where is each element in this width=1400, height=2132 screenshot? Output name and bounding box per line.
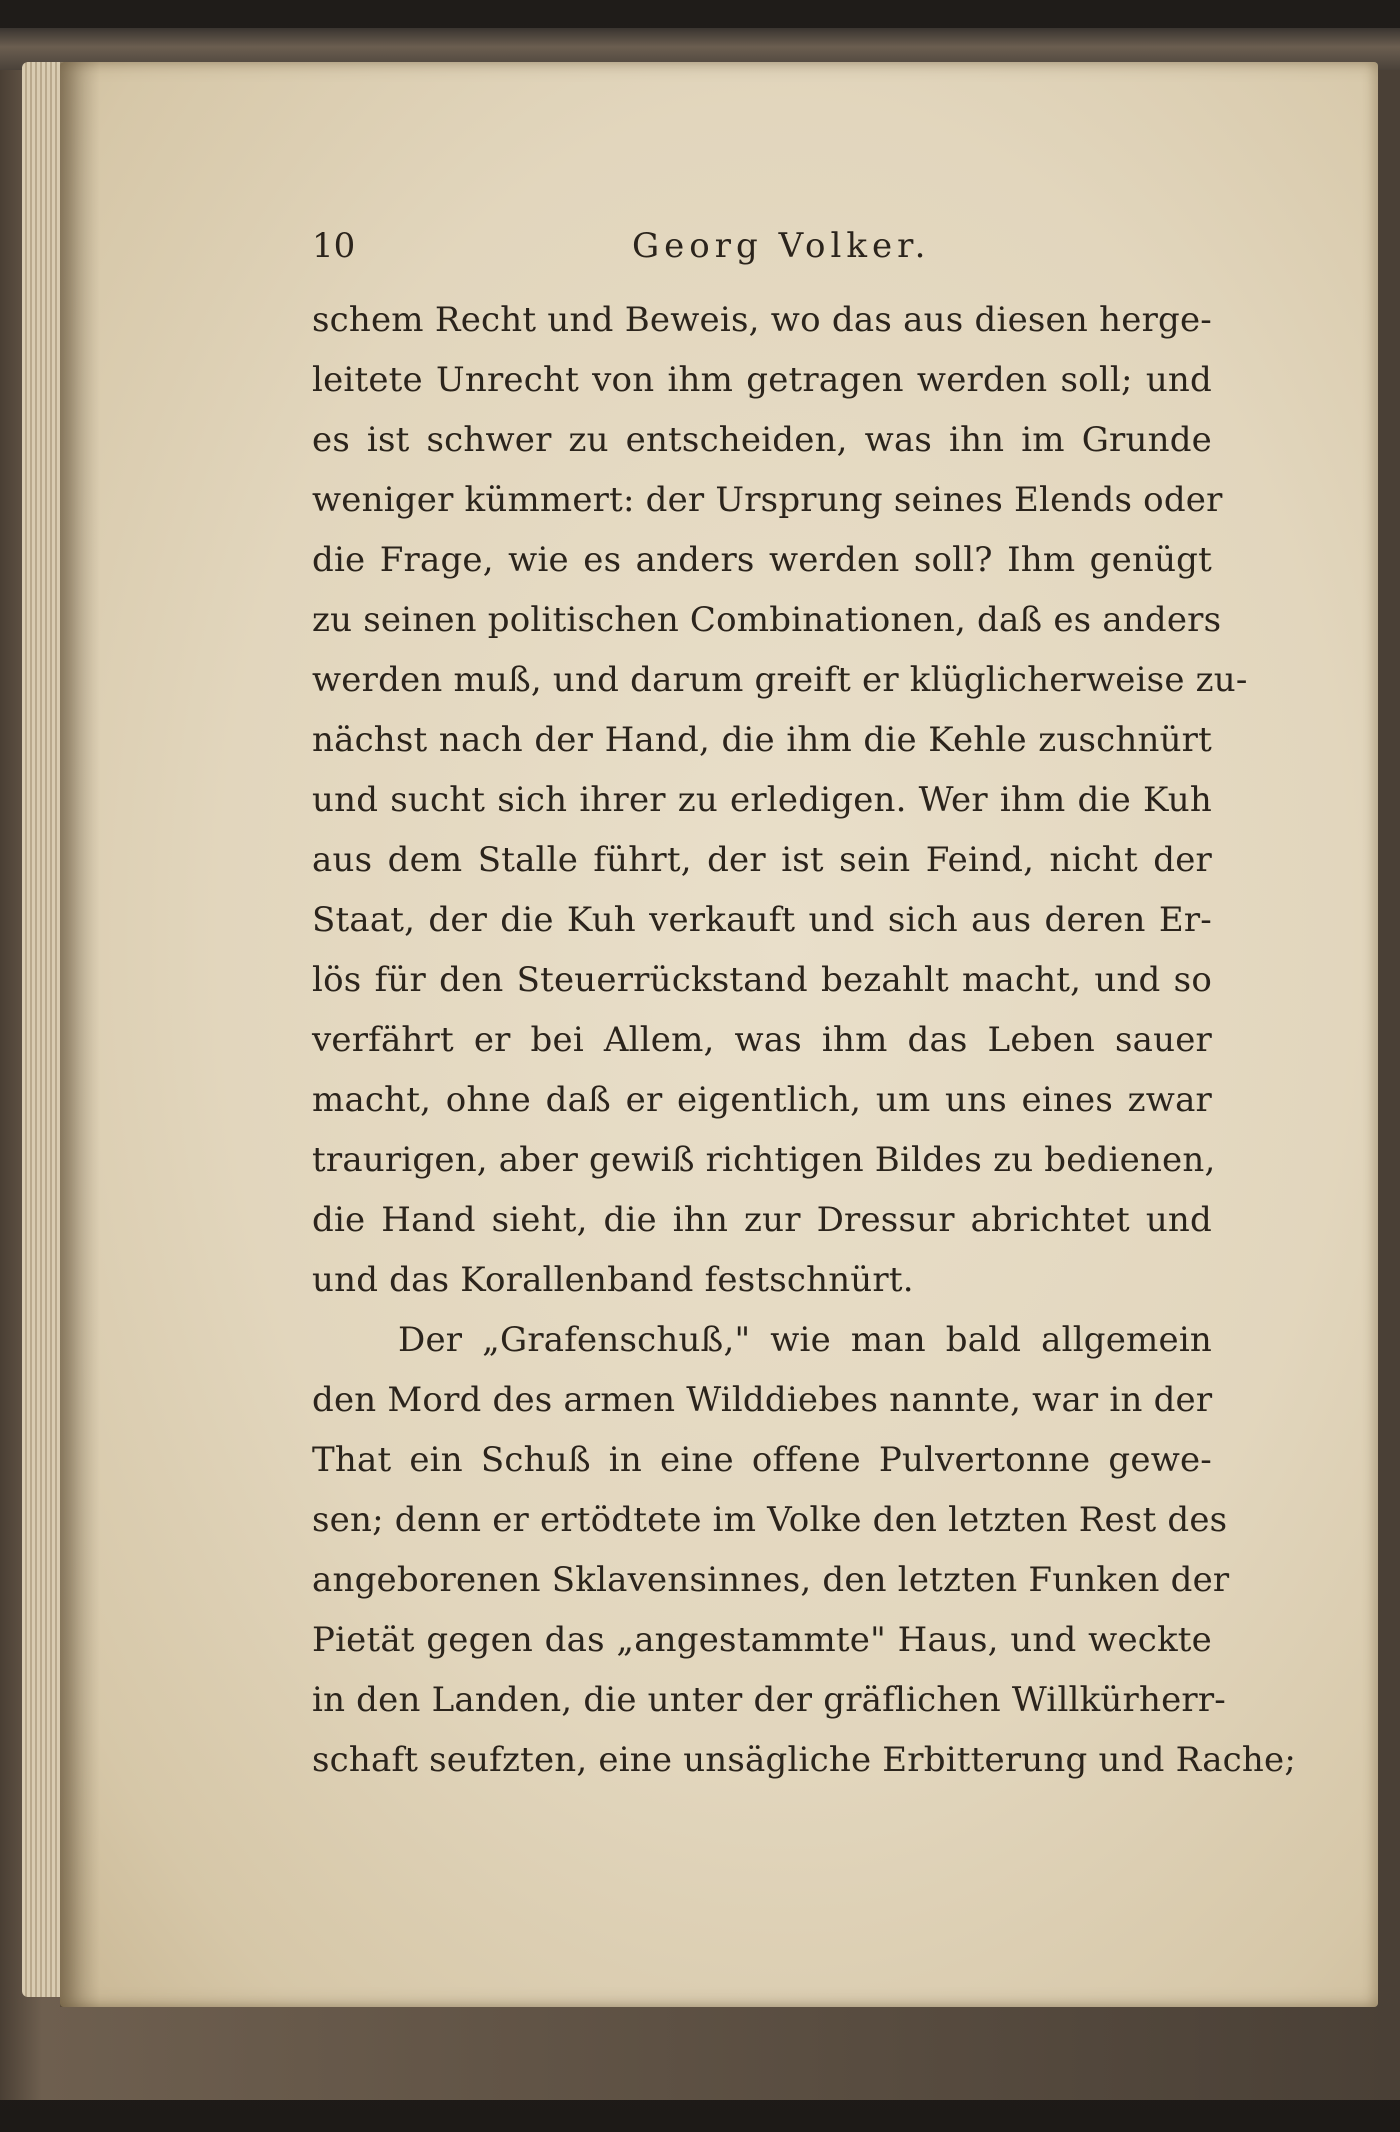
- text-line: die Frage, wie es anders werden soll? Ihm genügt: [312, 540, 1212, 580]
- text-line: die Hand sieht, die ihn zur Dressur abrichtet und: [312, 1200, 1212, 1240]
- gutter-shadow: [60, 62, 100, 2007]
- text-line: in den Landen, die unter der gräflichen Willkürherr-: [312, 1680, 1226, 1720]
- text-line: werden muß, und darum greift er klüglicherweise zu-: [312, 660, 1248, 700]
- text-line: und sucht sich ihrer zu erledigen. Wer ihm die Kuh: [312, 780, 1212, 820]
- running-title: Georg Volker.: [632, 226, 931, 266]
- text-line: That ein Schuß in eine offene Pulvertonne gewe-: [312, 1440, 1212, 1480]
- text-line-paragraph-start: Der „Grafenschuß," wie man bald allgemein: [398, 1320, 1212, 1360]
- text-line: aus dem Stalle führt, der ist sein Feind, nicht der: [312, 840, 1212, 880]
- text-line: schaft seufzten, eine unsägliche Erbitterung und Rache;: [312, 1740, 1297, 1780]
- text-line: angeborenen Sklavensinnes, den letzten Funken der: [312, 1560, 1230, 1600]
- page-header: [312, 220, 1212, 270]
- text-line: weniger kümmert: der Ursprung seines Elends oder: [312, 480, 1223, 520]
- text-line: den Mord des armen Wilddiebes nannte, war in der: [312, 1380, 1213, 1420]
- text-line: schem Recht und Beweis, wo das aus diesen herge-: [312, 300, 1212, 340]
- text-line: sen; denn er ertödtete im Volke den letzten Rest des: [312, 1500, 1228, 1540]
- text-line: und das Korallenband festschnürt.: [312, 1260, 914, 1300]
- text-line: lös für den Steuerrückstand bezahlt macht, und so: [312, 960, 1212, 1000]
- text-line: Staat, der die Kuh verkauft und sich aus deren Er-: [312, 900, 1212, 940]
- text-line: es ist schwer zu entscheiden, was ihn im Grunde: [312, 420, 1212, 460]
- text-line: leitete Unrecht von ihm getragen werden soll; und: [312, 360, 1212, 400]
- body-text: [312, 290, 1297, 1790]
- text-line: macht, ohne daß er eigentlich, um uns eines zwar: [312, 1080, 1212, 1120]
- text-line: Pietät gegen das „angestammte" Haus, und weckte: [312, 1620, 1212, 1660]
- text-line: nächst nach der Hand, die ihm die Kehle zuschnürt: [312, 720, 1212, 760]
- text-line: verfährt er bei Allem, was ihm das Leben sauer: [312, 1020, 1212, 1060]
- text-line: traurigen, aber gewiß richtigen Bildes zu bedienen,: [312, 1140, 1216, 1180]
- page-number: 10: [312, 226, 356, 266]
- text-line: zu seinen politischen Combinationen, daß es anders: [312, 600, 1222, 640]
